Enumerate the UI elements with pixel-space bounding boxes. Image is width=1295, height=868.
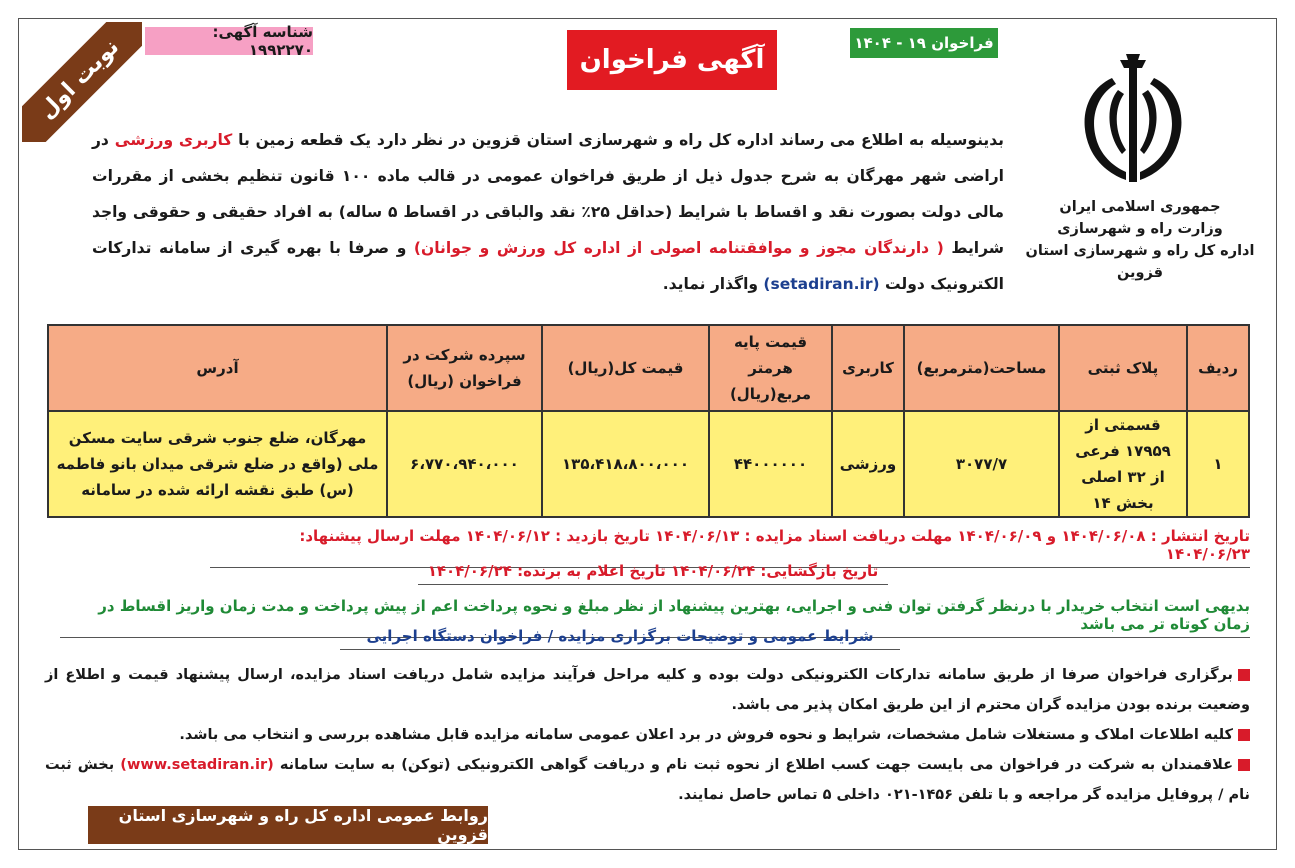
conditions-title: شرایط عمومی و توضیحات برگزاری مزایده / فراخوان دستگاه اجرایی <box>340 627 900 650</box>
intro-paragraph <box>92 122 1004 302</box>
bullet-text-1: برگزاری فراخوان صرفا از طریق سامانه تدارکات الکترونیکی دولت بوده و کلیه مراحل فرآیند مزایده شامل دریافت اسناد مزایده، ارسال پیشنهاد قیمت و اطلاع از وضعیت برنده بودن مزایده گران محترم از این طریق امکان پذیر می باشد. <box>45 667 1250 713</box>
selection-notice: بدیهی است انتخاب خریدار با درنظر گرفتن توان فنی و اجرایی، بهترین پیشنهاد از نظر مبلغ و نحوه پرداخت اعم از پیش پرداخت و مدت زمان واریز اقساط در زمان کوتاه تر می باشد <box>60 597 1250 638</box>
intro-text-1: بدینوسیله به اطلاع می رساند اداره کل راه و شهرسازی استان قزوین در نظر دارد یک قطعه زمین با <box>232 131 1005 149</box>
bullet-text-3: علاقمندان به شرکت در فراخوان می بایست جهت کسب اطلاع از نحوه ثبت نام و دریافت گواهی الکترونیکی (توکن) به سایت سامانه <box>273 757 1234 773</box>
list-item <box>45 660 1250 720</box>
intro-text-2: در اراضی شهر مهرگان به شرح جدول ذیل از طریق فراخوان عمومی در قالب ماده ۱۰۰ قانون تنظیم بخشی از مقررات مالی دولت بصورت نقد و اقساط با شرایط (حداقل ۲۵٪ نقد والباقی در اقساط ۵ ساله) به افراد حقیقی و حقوقی واجد شرایط <box>92 131 1004 257</box>
col-header-deposit: سپرده شرکت در فراخوان (ریال) <box>387 325 542 411</box>
col-header-address: آدرس <box>48 325 387 411</box>
org-line-2: وزارت راه و شهرسازی <box>1057 221 1223 237</box>
bullet-square-icon <box>1238 759 1250 771</box>
intro-eligibility: ( دارندگان مجوز و موافقتنامه اصولی از اداره کل ورزش و جوانان) <box>413 239 944 257</box>
table-header-row <box>48 325 1249 411</box>
ad-id-badge: شناسه آگهی: ۱۹۹۲۲۷۰ <box>145 27 313 55</box>
cell-total-price: ۱۳۵،۴۱۸،۸۰۰،۰۰۰ <box>542 411 709 517</box>
cell-address: مهرگان، ضلع جنوب شرقی سایت مسکن ملی (واقع در ضلع شرقی میدان بانو فاطمه (س) طبق نقشه ارائه شده در سامانه <box>48 411 387 517</box>
bullet-square-icon <box>1238 669 1250 681</box>
col-header-base-price: قیمت پایه هرمتر مربع(ریال) <box>709 325 832 411</box>
bullet-text-3-tail: بخش ثبت نام / پروفایل مزایده گر مراجعه و با تلفن ۱۴۵۶-۰۲۱ داخلی ۵ تماس حاصل نمایند. <box>45 757 1250 803</box>
organization-name <box>1010 196 1270 284</box>
org-line-3: اداره کل راه و شهرسازی استان قزوین <box>1025 243 1255 281</box>
cell-deposit: ۶،۷۷۰،۹۴۰،۰۰۰ <box>387 411 542 517</box>
page-title: آگهی فراخوان <box>567 30 777 90</box>
list-item <box>45 750 1250 810</box>
property-table <box>47 324 1250 518</box>
dates-line-1: تاریخ انتشار : ۱۴۰۴/۰۶/۰۸ و ۱۴۰۴/۰۶/۰۹ مهلت دریافت اسناد مزایده : ۱۴۰۴/۰۶/۱۳ تاریخ بازدید : ۱۴۰۴/۰۶/۱۲ مهلت ارسال پیشنهاد: ۱۴۰۴/۰۶/۲۳ <box>210 527 1250 568</box>
org-line-1: جمهوری اسلامی ایران <box>1059 199 1221 215</box>
col-header-total-price: قیمت کل(ریال) <box>542 325 709 411</box>
col-header-row-number: ردیف <box>1187 325 1249 411</box>
col-header-use: کاربری <box>832 325 904 411</box>
col-header-area: مساحت(مترمربع) <box>904 325 1059 411</box>
bullet-text-2: کلیه اطلاعات املاک و مستغلات شامل مشخصات، شرایط و نحوه فروش در برد اعلان عمومی سامانه مزایده قابل مشاهده بررسی و انتخاب می باشد. <box>179 727 1233 743</box>
intro-text-3: و صرفا با بهره گیری از سامانه تدارکات الکترونیک دولت <box>92 239 1004 293</box>
cell-base-price: ۴۴۰۰۰۰۰۰ <box>709 411 832 517</box>
bullet-square-icon <box>1238 729 1250 741</box>
cell-row-number: ۱ <box>1187 411 1249 517</box>
cell-use: ورزشی <box>832 411 904 517</box>
setadiran-link[interactable]: (www.setadiran.ir) <box>120 757 274 773</box>
list-item <box>45 720 1250 750</box>
cell-plate: قسمتی از ۱۷۹۵۹ فرعی از ۳۲ اصلی بخش ۱۴ <box>1059 411 1187 517</box>
intro-land-use: کاربری ورزشی <box>114 131 233 149</box>
ribbon-label: نوبت اول <box>22 22 142 142</box>
cell-area: ۳۰۷۷/۷ <box>904 411 1059 517</box>
conditions-list <box>45 660 1250 810</box>
public-relations-footer: روابط عمومی اداره کل راه و شهرسازی استان قزوین <box>88 806 488 844</box>
iran-emblem-icon <box>1068 50 1198 190</box>
call-number-badge: فراخوان ۱۹ - ۱۴۰۴ <box>850 28 998 58</box>
intro-text-4: واگذار نماید. <box>662 275 764 293</box>
col-header-plate: پلاک ثبتی <box>1059 325 1187 411</box>
intro-site-link[interactable]: (setadiran.ir) <box>763 275 880 293</box>
table-row <box>48 411 1249 517</box>
dates-line-2: تاریخ بازگشایی: ۱۴۰۴/۰۶/۲۴ تاریخ اعلام به برنده: ۱۴۰۴/۰۶/۲۴ <box>418 562 888 585</box>
